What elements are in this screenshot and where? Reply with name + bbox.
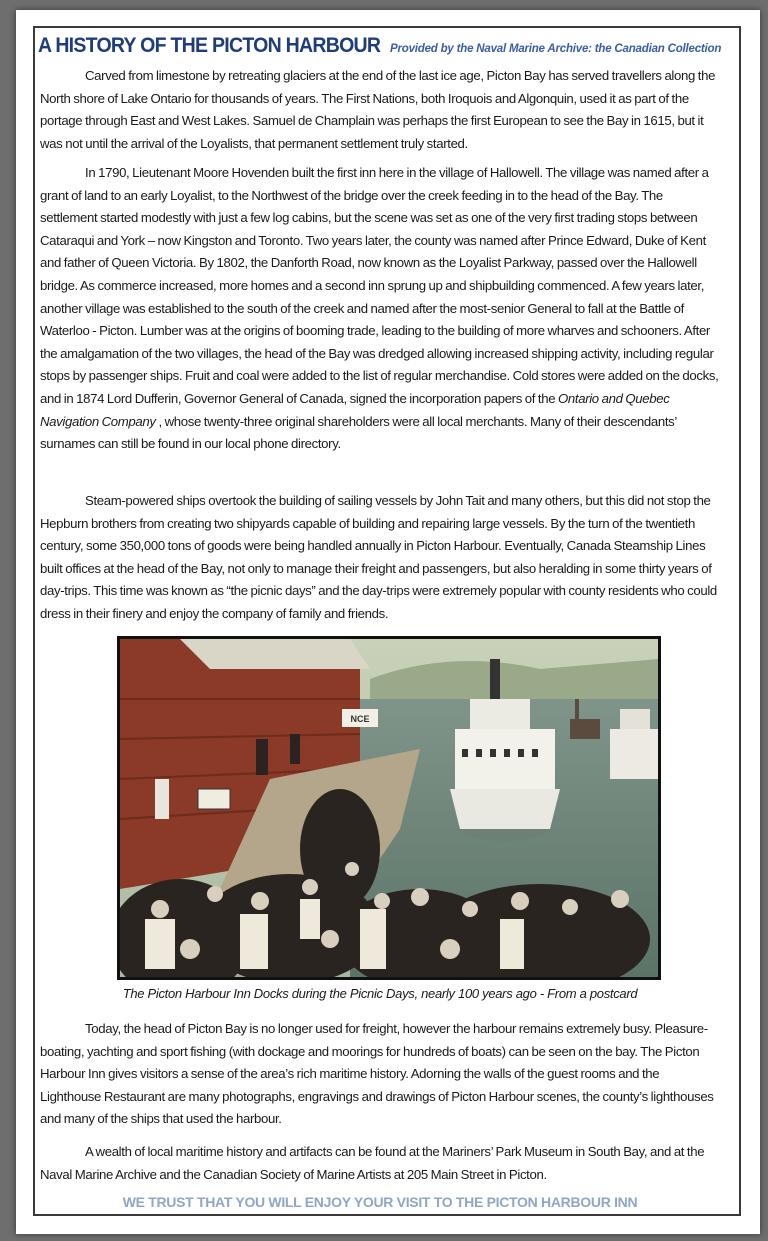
paragraph-settlement-end: , whose twenty-three original shareholders were all local merchants. Many of their descendants’ surnames can still be found in our local phone directory. <box>40 413 677 452</box>
photo-caption: The Picton Harbour Inn Docks during the Picnic Days, nearly 100 years ago - From a postcard <box>122 986 638 1001</box>
paragraph-origins: Carved from limestone by retreating glaciers at the end of the last ice age, Picton Bay has served travellers along the North shore of Lake Ontario for thousands of years. The First Nations, both Iroquois and Algonquin, used it as part of the portage through East and West Lakes. Samuel de Champlain was perhaps the first European to see the Bay in 1615, but it was not until the arrival of the Loyalists, that permanent settlement truly started. <box>40 68 716 151</box>
paragraph-steamships: Steam-powered ships overtook the building of sailing vessels by John Tait and many others, but this did not stop the Hepburn brothers from creating two shipyards capable of building and repairing large vessels. By the turn of the twentieth century, some 350,000 tons of goods were being handled annually in Picton Harbour. Eventually, Canada Steamship Lines built offices at the head of the Bay, not only to manage their freight and passengers, but also heralding in some thirty years of day-trips. This time was known as “the picnic days” and the day-trips were extremely popular with county residents who could dress in their finery and enjoy the company of family and friends. <box>40 493 717 621</box>
paragraph-settlement-text: In 1790, Lieutenant Moore Hovenden built the first inn here in the village of Hallowell. The village was named after a grant of land to an early Loyalist, to the Northwest of the bridge over the creek feeding in to the head of the Bay. The settlement started modestly with just a few log cabins, but the scene was set as one of the very first trading stops between Cataraqui and York – now Kingston and Toronto. Two years later, the county was named after Prince Edward, Duke of Kent and father of Queen Victoria. By 1802, the Danforth Road, now known as the Loyalist Parkway, passed over the Hallowell bridge. As commerce increased, more homes and a second inn sprung up and shipbuilding commenced. A few years later, another village was established to the south of the creek and named after the most-senior General to fall at the Battle of Waterloo - Picton. Lumber was at the origins of booming trade, leading to the building of more wharves and schooners. After the amalgamation of the two villages, the head of the Bay was dredged allowing increased shipping activity, including regular stops by passenger ships. Fruit and coal were added to the list of regular merchandise. Cold stores were added on the docks, and in 1874 Lord Dufferin, Governor General of Canada, signed the incorporation papers of the <box>40 165 719 406</box>
paragraph-today: Today, the head of Picton Bay is no longer used for freight, however the harbour remains extremely busy. Pleasure-boating, yachting and sport fishing (with dockage and moorings for hundreds of boats) can be seen on the bay. The Picton Harbour Inn gives visitors a sense of the area’s rich maritime history. Adorning the walls of the guest rooms and the Lighthouse Restaurant are many photographs, engravings and drawings of Picton Harbour scenes, the county’s lighthouses and many of the ships that used the harbour. <box>40 1021 714 1127</box>
harbour-postcard-photo <box>117 636 661 980</box>
dock-sign-label: NCE <box>350 714 370 724</box>
footer-tagline: WE TRUST THAT YOU WILL ENJOY YOUR VISIT TO THE PICTON HARBOUR INN <box>122 1194 638 1210</box>
credit-line: Provided by the Naval Marine Archive: the Canadian Collection <box>390 43 722 55</box>
paragraph-settlement <box>40 162 720 456</box>
page-title: A HISTORY OF THE PICTON HARBOUR <box>38 34 381 57</box>
company-name: Ontario and Quebec Navigation Company <box>40 390 670 429</box>
header <box>38 34 728 58</box>
paragraph-museums: A wealth of local maritime history and artifacts can be found at the Mariners’ Park Museum in South Bay, and at the Naval Marine Archive and the Canadian Society of Marine Artists at 205 Main Street in Picton. <box>40 1144 705 1182</box>
